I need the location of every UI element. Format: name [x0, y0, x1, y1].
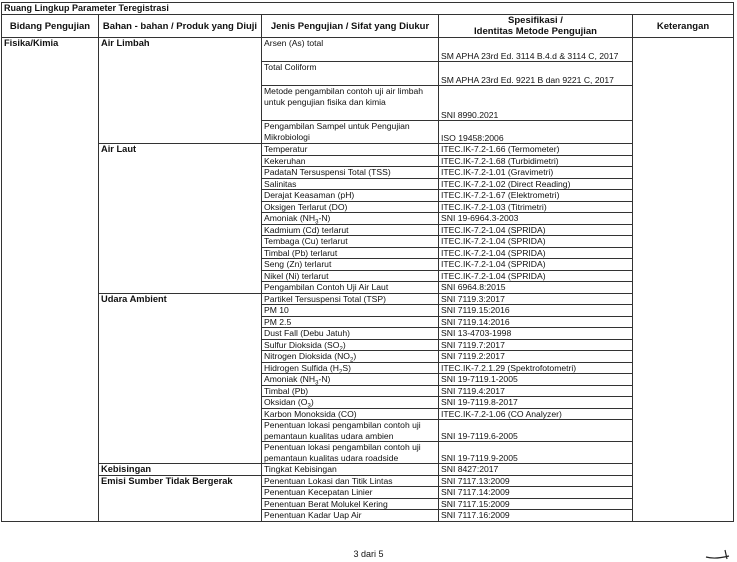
spesifikasi-cell: SNI 6964.8:2015: [439, 282, 633, 294]
jenis-cell: Arsen (As) total: [262, 38, 439, 62]
jenis-cell: Oksidan $(O_3)$: [262, 397, 439, 409]
jenis-cell: PadataN Tersuspensi Total (TSS): [262, 167, 439, 179]
page-title-row: [2, 3, 734, 15]
spesifikasi-cell: ITEC.IK-7.2-1.04 (SPRIDA): [439, 247, 633, 259]
header-bidang: Bidang Pengujian: [2, 15, 99, 38]
header-keterangan: Keterangan: [633, 15, 734, 38]
jenis-cell: Nikel (Ni) terlarut: [262, 270, 439, 282]
jenis-cell: Timbal (Pb): [262, 385, 439, 397]
jenis-cell: Penentuan Berat Molukel Kering: [262, 498, 439, 510]
table-row: [2, 38, 734, 62]
header-spes-line2: Identitas Metode Pengujian: [474, 26, 597, 37]
spesifikasi-cell: ITEC.IK-7.2-1.02 (Direct Reading): [439, 178, 633, 190]
jenis-cell: Tembaga (Cu) terlarut: [262, 236, 439, 248]
jenis-cell: Penentuan Lokasi dan Titik Lintas: [262, 475, 439, 487]
spesifikasi-cell: SNI 19-6964.3-2003: [439, 213, 633, 225]
table-row: [2, 475, 734, 487]
spesifikasi-cell: SNI 7119.2:2017: [439, 351, 633, 363]
jenis-cell: Sulfur Dioksida $(SO_2)$: [262, 339, 439, 351]
jenis-cell: Partikel Tersuspensi Total (TSP): [262, 293, 439, 305]
table-row: [2, 464, 734, 476]
jenis-cell: Total Coliform: [262, 62, 439, 86]
bahan-cell: Kebisingan: [99, 464, 262, 476]
spesifikasi-cell: SNI 13-4703-1998: [439, 328, 633, 340]
jenis-cell: Tingkat Kebisingan: [262, 464, 439, 476]
spesifikasi-cell: SNI 7117.14:2009: [439, 487, 633, 499]
spesifikasi-cell: ITEC.IK-7.2-1.03 (Titrimetri): [439, 201, 633, 213]
jenis-cell: Seng (Zn) terlarut: [262, 259, 439, 271]
jenis-cell: Kadmium (Cd) terlarut: [262, 224, 439, 236]
jenis-cell: Kekeruhan: [262, 155, 439, 167]
jenis-cell: Hidrogen Sulfida $(H_2S)$: [262, 362, 439, 374]
spesifikasi-cell: SNI 7117.13:2009: [439, 475, 633, 487]
spesifikasi-cell: SNI 19-7119.8-2017: [439, 397, 633, 409]
keterangan-cell: [633, 38, 734, 522]
spesifikasi-cell: ITEC.IK-7.2-1.66 (Termometer): [439, 144, 633, 156]
spesifikasi-cell: SNI 8990.2021: [439, 86, 633, 121]
jenis-cell: PM 2.5: [262, 316, 439, 328]
bahan-cell: Udara Ambient: [99, 293, 262, 464]
jenis-cell: Dust Fall (Debu Jatuh): [262, 328, 439, 340]
jenis-cell: Metode pengambilan contoh uji air limbah untuk pengujian fisika dan kimia: [262, 86, 439, 121]
spesifikasi-cell: ITEC.IK-7.2-1.67 (Elektrometri): [439, 190, 633, 202]
header-spesifikasi: [439, 15, 633, 38]
jenis-cell: Penentuan lokasi pengambilan contoh uji pemantaun kualitas udara ambien: [262, 420, 439, 442]
jenis-cell: Penentuan Kecepatan Linier: [262, 487, 439, 499]
spesifikasi-cell: ITEC.IK-7.2.1.29 (Spektrofotometri): [439, 362, 633, 374]
header-bahan: Bahan - bahan / Produk yang Diuji: [99, 15, 262, 38]
jenis-cell: Amoniak $(NH_3-N)$: [262, 213, 439, 225]
spesifikasi-cell: ITEC.IK-7.2-1.06 (CO Analyzer): [439, 408, 633, 420]
spesifikasi-cell: SNI 19-7119.6-2005: [439, 420, 633, 442]
jenis-cell: Salinitas: [262, 178, 439, 190]
spesifikasi-cell: SNI 7119.15:2016: [439, 305, 633, 317]
spesifikasi-cell: SNI 7117.15:2009: [439, 498, 633, 510]
spesifikasi-cell: SNI 7119.14:2016: [439, 316, 633, 328]
jenis-cell: PM 10: [262, 305, 439, 317]
jenis-cell: Amoniak $(NH_3-N)$: [262, 374, 439, 386]
spesifikasi-cell: ISO 19458:2006: [439, 121, 633, 144]
spesifikasi-cell: SNI 7117.16:2009: [439, 510, 633, 522]
signature-mark: [705, 548, 731, 560]
jenis-cell: Timbal (Pb) terlarut: [262, 247, 439, 259]
jenis-cell: Karbon Monoksida (CO): [262, 408, 439, 420]
spesifikasi-cell: SNI 7119.4:2017: [439, 385, 633, 397]
jenis-cell: Nitrogen Dioksida $(NO_2)$: [262, 351, 439, 363]
jenis-cell: Derajat Keasaman (pH): [262, 190, 439, 202]
spesifikasi-cell: SM APHA 23rd Ed. 3114 B.4.d & 3114 C, 2017: [439, 38, 633, 62]
spesifikasi-cell: ITEC.IK-7.2-1.04 (SPRIDA): [439, 236, 633, 248]
jenis-cell: Pengambilan Sampel untuk Pengujian Mikrobiologi: [262, 121, 439, 144]
page-title: Ruang Lingkup Parameter Teregistrasi: [2, 3, 734, 15]
bidang-cell: Fisika/Kimia: [2, 38, 99, 522]
jenis-cell: Temperatur: [262, 144, 439, 156]
header-row: [2, 15, 734, 38]
jenis-cell: Pengambilan Contoh Uji Air Laut: [262, 282, 439, 294]
bahan-cell: Air Limbah: [99, 38, 262, 144]
bahan-cell: Air Laut: [99, 144, 262, 294]
header-jenis: Jenis Pengujian / Sifat yang Diukur: [262, 15, 439, 38]
table-body: [2, 38, 734, 522]
jenis-cell: Oksigen Terlarut (DO): [262, 201, 439, 213]
table-row: [2, 144, 734, 156]
spesifikasi-cell: ITEC.IK-7.2-1.68 (Turbidimetri): [439, 155, 633, 167]
header-spes-line1: Spesifikasi /: [508, 15, 563, 26]
spesifikasi-cell: ITEC.IK-7.2-1.04 (SPRIDA): [439, 224, 633, 236]
spesifikasi-cell: SNI 7119.7:2017: [439, 339, 633, 351]
jenis-cell: Penentuan Kadar Uap Air: [262, 510, 439, 522]
spesifikasi-cell: SM APHA 23rd Ed. 9221 B dan 9221 C, 2017: [439, 62, 633, 86]
spesifikasi-cell: SNI 7119.3:2017: [439, 293, 633, 305]
spesifikasi-cell: SNI 8427:2017: [439, 464, 633, 476]
spesifikasi-cell: ITEC.IK-7.2-1.04 (SPRIDA): [439, 259, 633, 271]
page-number: 3 dari 5: [353, 549, 384, 559]
spesifikasi-cell: ITEC.IK-7.2-1.01 (Gravimetri): [439, 167, 633, 179]
spesifikasi-cell: SNI 19-7119.1-2005: [439, 374, 633, 386]
spesifikasi-cell: SNI 19-7119.9-2005: [439, 442, 633, 464]
jenis-cell: Penentuan lokasi pengambilan contoh uji pemantaun kualitas udara roadside: [262, 442, 439, 464]
scope-table: [1, 2, 734, 522]
spesifikasi-cell: ITEC.IK-7.2-1.04 (SPRIDA): [439, 270, 633, 282]
table-row: [2, 293, 734, 305]
bahan-cell: Emisi Sumber Tidak Bergerak: [99, 475, 262, 521]
